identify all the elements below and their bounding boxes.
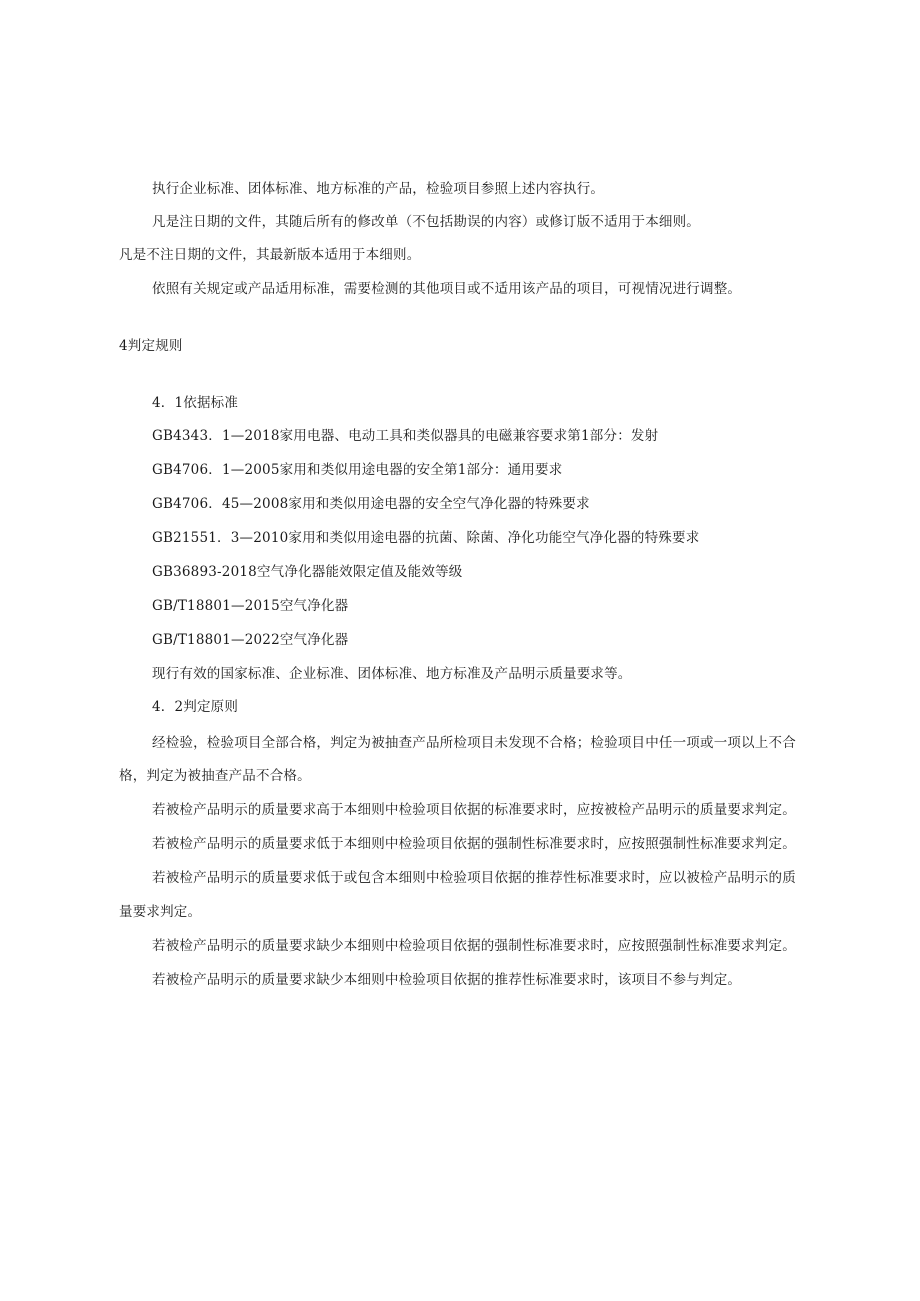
section-4-1-heading: 4．1依据标准: [152, 395, 239, 411]
standard-item: GB36893-2018空气净化器能效限定值及能效等级: [152, 564, 463, 580]
principle-6: 若被检产品明示的质量要求缺少本细则中检验项目依据的推荐性标准要求时，该项目不参与判定。: [152, 972, 742, 988]
principle-1-line-1: 经检验，检验项目全部合格，判定为被抽查产品所检项目未发现不合格；检验项目中任一项或一项以上不合: [152, 735, 796, 751]
standard-item: GB/T18801—2015空气净化器: [152, 598, 349, 614]
standard-item: GB/T18801—2022空气净化器: [152, 632, 349, 648]
paragraph-adjustment: 依照有关规定或产品适用标准，需要检测的其他项目或不适用该产品的项目，可视情况进行调整。: [152, 281, 742, 297]
section-4-2-heading: 4．2判定原则: [152, 699, 239, 715]
principle-2: 若被检产品明示的质量要求高于本细则中检验项目依据的标准要求时，应按被检产品明示的质量要求判定。: [152, 802, 796, 818]
principle-4-line-2: 量要求判定。: [119, 904, 202, 920]
paragraph-scope: 执行企业标准、团体标准、地方标准的产品，检验项目参照上述内容执行。: [152, 181, 605, 197]
standard-item: 现行有效的国家标准、企业标准、团体标准、地方标准及产品明示质量要求等。: [152, 666, 632, 682]
paragraph-dated-references: 凡是注日期的文件，其随后所有的修改单（不包括勘误的内容）或修订版不适用于本细则。: [152, 214, 700, 230]
principle-5: 若被检产品明示的质量要求缺少本细则中检验项目依据的强制性标准要求时，应按照强制性标准要求判定。: [152, 938, 796, 954]
principle-4-line-1: 若被检产品明示的质量要求低于或包含本细则中检验项目依据的推荐性标准要求时，应以被检产品明示的质: [152, 870, 796, 886]
principle-1-line-2: 格，判定为被抽查产品不合格。: [119, 768, 311, 784]
section-4-heading: 4判定规则: [119, 338, 183, 354]
principle-3: 若被检产品明示的质量要求低于本细则中检验项目依据的强制性标准要求时，应按照强制性标准要求判定。: [152, 836, 796, 852]
standard-item: GB4343．1—2018家用电器、电动工具和类似器具的电磁兼容要求第1部分：发射: [152, 428, 659, 444]
standard-item: GB4706．45—2008家用和类似用途电器的安全空气净化器的特殊要求: [152, 496, 590, 512]
standard-item: GB4706．1—2005家用和类似用途电器的安全第1部分：通用要求: [152, 462, 563, 478]
standard-item: GB21551．3—2010家用和类似用途电器的抗菌、除菌、净化功能空气净化器的特殊要求: [152, 530, 700, 546]
paragraph-undated-references: 凡是不注日期的文件，其最新版本适用于本细则。: [119, 247, 421, 263]
